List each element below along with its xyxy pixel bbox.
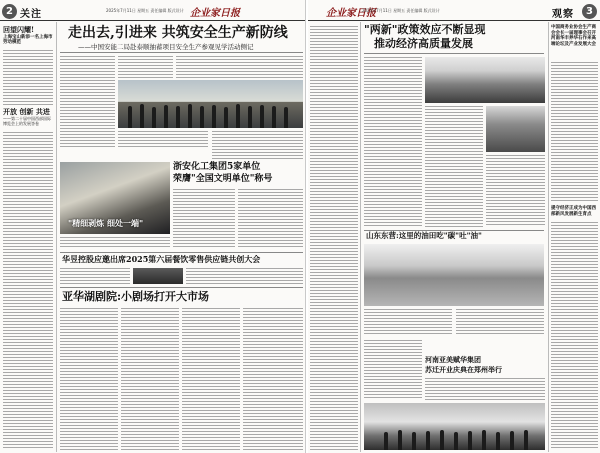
sidebar-item2-title: 开放 创新 共进 <box>3 107 50 116</box>
ceremony-photo <box>364 403 545 450</box>
mid-headline-1: 浙安化工集团5家单位 <box>173 162 261 172</box>
right-text-col1 <box>364 57 422 227</box>
expo-photo <box>486 106 545 152</box>
article-text-col1 <box>60 56 115 148</box>
article-text-col2 <box>118 56 173 78</box>
sidebar-text-1 <box>3 50 53 105</box>
main-subhead: ——中国安能二局赴泰顺抽蓄项目安全生产参观见学活动侧记 <box>78 43 254 51</box>
mid-text-b <box>456 309 544 335</box>
oilfield-photo <box>364 244 544 306</box>
h3-photo <box>133 268 183 284</box>
right-page <box>308 0 600 453</box>
sidebar-text-2 <box>3 132 53 450</box>
brand-logo: 企业家日报 <box>326 8 376 19</box>
h3-text-2 <box>186 268 303 284</box>
right-text-col3 <box>486 155 545 227</box>
issue-date: 2025年7月11日 星期五 责任编辑 版式设计 <box>362 8 440 13</box>
bottom-headline-2: 苏迁开业庆典在郑州举行 <box>425 365 502 374</box>
bottom-text-col1 <box>364 340 422 400</box>
brand-logo: 企业家日报 <box>190 8 240 19</box>
h4-text-col4 <box>243 308 303 450</box>
right-main-headline-2: 推动经济高质量发展 <box>374 37 473 50</box>
mid-text-a <box>364 309 452 335</box>
article-text-col4 <box>118 131 208 148</box>
mid-text-1 <box>173 189 235 249</box>
article-text-col5 <box>212 131 303 161</box>
issue-date: 2025年7月11日 星期五 责任编辑 版式设计 <box>106 8 184 13</box>
photo-text-below <box>60 237 170 249</box>
right-masthead <box>308 3 600 21</box>
h4-text-col2 <box>121 308 179 450</box>
article-text-col3 <box>176 56 303 78</box>
main-headline: 走出去,引进来 共筑安全生产新防线 <box>68 25 288 41</box>
pipes-photo <box>425 57 545 103</box>
sidebar-headline-2: 提守经济正成为中国西部新风发展新生育点 <box>551 206 596 217</box>
section-title: 观察 <box>552 9 574 20</box>
workers-photo <box>60 162 170 234</box>
group-photo <box>118 80 303 128</box>
mid-text-2 <box>238 189 303 249</box>
headline-4: 亚华湖剧院:小剧场打开大市场 <box>62 290 210 303</box>
right-text-col2 <box>425 106 483 227</box>
h4-text-col1 <box>60 308 118 450</box>
left-masthead <box>0 3 305 21</box>
photo-caption: "精细剥炼 细处一端" <box>68 218 144 228</box>
mid-headline-2: 荣膺"全国文明单位"称号 <box>173 174 273 184</box>
sidebar-text-b <box>551 222 598 450</box>
sidebar-item2-sub: ——第二十届中国西部国际博览会上的发展答卷 <box>3 116 51 126</box>
section-title: 关注 <box>20 9 42 20</box>
sidebar-headline: 中国商务业协会生产商会会长一届理事会召开河南华丰养华石作来高端论坛及产业发展大会 <box>551 25 596 47</box>
sidebar-item1-title: 回望闪耀! <box>3 25 35 34</box>
page-number: 2 <box>2 4 17 19</box>
right-mid-headline: 山东东营:这里的油田吃"碳"吐"油" <box>366 231 482 240</box>
page-number: 3 <box>582 4 597 19</box>
right-narrow-text <box>310 26 358 450</box>
bottom-headline-1: 河南亚美赋华集团 <box>425 355 481 364</box>
h4-text-col3 <box>182 308 240 450</box>
right-main-headline-1: "两新"政策效应不断显现 <box>364 23 486 36</box>
sidebar-text-a <box>551 62 598 202</box>
bottom-text-col2 <box>425 378 545 400</box>
sidebar-item1-sub: 上海宝山新添一名上海市劳动模范 <box>3 35 53 46</box>
headline-3: 华昱控股应邀出席2025第六届餐饮零售供应链共创大会 <box>62 254 261 264</box>
h3-text-1 <box>60 268 130 284</box>
